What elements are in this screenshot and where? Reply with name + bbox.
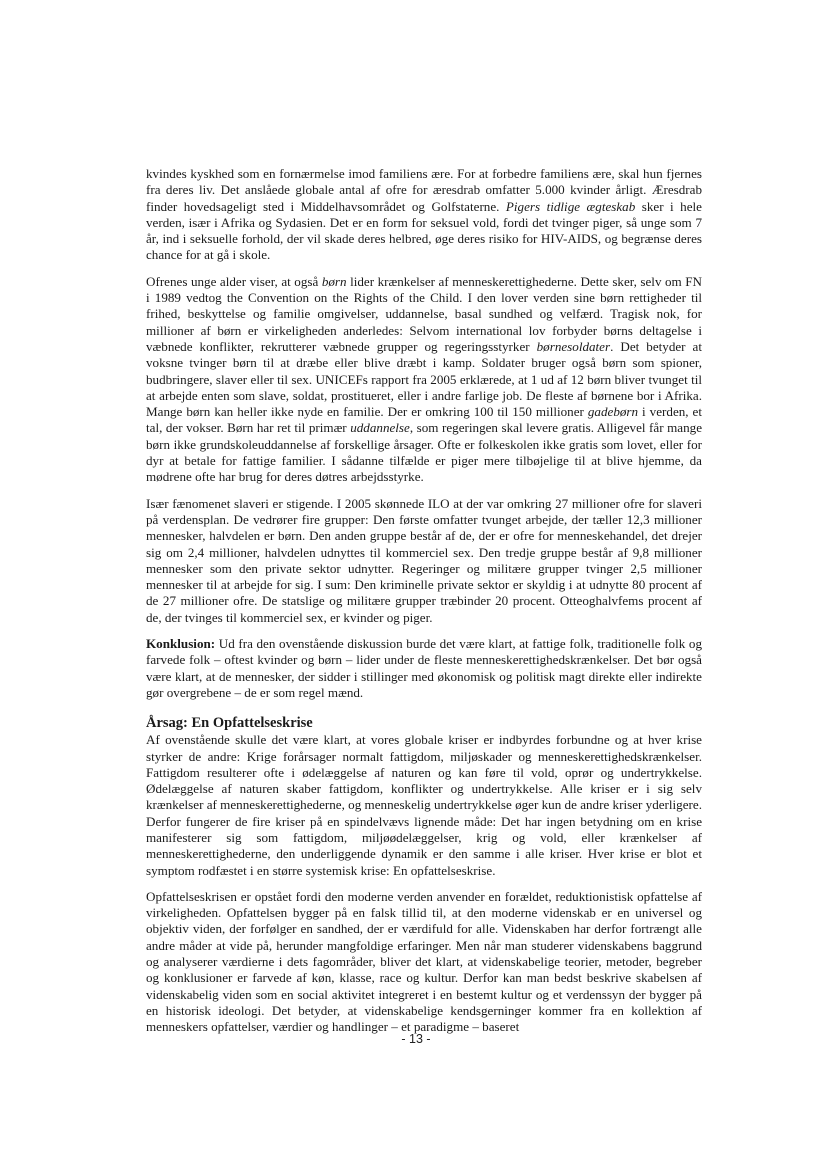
emphasis-term: børn — [321, 273, 347, 289]
conclusion-text: Ud fra den ovenstående diskussion burde det være klart, at fattige folk, traditionelle folk og farvede folk – oftest kvinder og børn – lider under de fleste menneskerettighedskrænkelser. Det bør også være klart, at de mennesker, der sidder i stillinger med økonomisk og politisk magt direkte eller indirekte gør overgrebene – de er som regel mænd. — [146, 636, 702, 700]
conclusion-label: Konklusion: — [146, 636, 216, 652]
text-run: , som regeringen skal levere gratis. Alligevel får mange børn ikke grundskoleuddannelse af forskellige årsager. Ofte er folkeskolen ikke gratis som lovet, eller for dyr at betale for fattige familier. I sådanne tilfælde er piger mere tilbøjelige til at blive hjemme, da mødrene ofte har brug for deres døtres arbejdsstyrke. — [146, 420, 702, 485]
paragraph-conclusion — [146, 636, 702, 701]
emphasis-term: gadebørn — [587, 404, 639, 420]
text-run: i verden, et tal, der vokser. Børn har ret til primær — [146, 404, 703, 436]
text-run: Især fænomenet slaveri er stigende. I 2005 skønnede ILO at der var omkring 27 millioner ofre for slaveri på verdensplan. De vedrører fire grupper: Den første omfatter tvunget arbejde, der tæller 12,3 millioner mennesker, halvdelen er børn. Den anden gruppe består af de, der er ofre for menneskehandel, det drejer sig om 2,4 millioner, halvdelen udnyttes til kommerciel sex. Den tredje gruppe består af 9,8 millioner mennesker som den private sektor udnytter. Regeringer og militære grupper tvinger 2,5 millioner mennesker til at arbejde for sig. I sum: Den kriminelle private sektor er skyldig i at udnytte 80 procent af de 27 millioner ofre. De statslige og militære grupper træbinder 20 procent. Otteoghalvfems procent af de, der tvinges til kommerciel sex, er kvinder og piger. — [146, 495, 702, 625]
emphasis-term: børnesoldater — [536, 338, 611, 354]
page-number: - 13 - — [401, 1032, 431, 1046]
text-run: Ofrenes unge alder viser, at også — [146, 273, 322, 289]
text-run: . Det betyder at voksne tvinger børn til at dræbe eller blive dræbt i kamp. Soldater bruger også børn som spioner, budbringere, slaver eller til sex. UNICEFs rapport fra 2005 erklærede, at 1 ud af 12 børn bliver tvunget til at arbejde enten som slave, soldat, prostitueret, eller i andre farlige job. De fleste af børnene bor i Afrika. Mange børn kan heller ikke nyde en familie. Der er omkring 100 til 150 millioner — [146, 338, 702, 420]
page-body — [146, 166, 702, 1046]
section-heading: Årsag: En Opfattelseskrise — [146, 715, 313, 732]
text-run: lider krænkelser af menneskerettighederne. Dette sker, selv om FN i 1989 vedtog the Convention on the Rights of the Child. I den lover verden sine børn rettigheder til frihed, beskyttelse og familie omgivelser, uddannelse, basal sundhed og velfærd. Tragisk nok, for millioner af børn er virkeligheden anderledes: Selvom international lov forbyder børns deltagelse i væbnede konflikter, rekrutterer væbnede grupper og regeringsstyrker — [146, 273, 702, 354]
paragraph-slavery — [146, 496, 702, 626]
paragraph-crises-interconnected: Af ovenstående skulle det være klart, at vores globale kriser er indbyrdes forbundne og at hver krise styrker de andre: Krige forårsager normalt fattigdom, miljøskader og menneskerettighedskrænkelser. Fattigdom resulterer ofte i ødelæggelse af naturen og kan føre til vold, oprør og undertrykkelse. Ødelæggelse af naturen skaber fattigdom, konflikter og undertrykkelse. Alle kriser er i sig selv krænkelser af menneskerettighederne, og menneskelig undertrykkelse øger kun de andre kriser yderligere. Derfor fungerer de fire kriser på en spindelvævs lignende måde: Det har ingen betydning om en krise manifesterer sig som fattigdom, miljøødelæggelser, krig og vold, eller krænkelser af menneskerettighederne, den underliggende dynamik er den samme i alle kriser. Hver krise er blot et symptom rodfæstet i en større systemisk krise: En opfattelseskrise. — [146, 732, 702, 878]
emphasis-term: Pigers tidlige ægteskab — [505, 198, 636, 214]
text-run: sker i hele verden, især i Afrika og Sydasien. Det er en form for seksuel vold, fordi det tvinger piger, så unge som 7 år, ind i seksuelle forhold, der vil skade deres helbred, øge deres risiko for HIV-AIDS, og begrænse deres chance for at gå i skole. — [146, 198, 702, 263]
text-run: kvindes kyskhed som en fornærmelse imod familiens ære. For at forbedre familiens ære, skal hun fjernes fra deres liv. Det anslåede globale antal af ofre for æresdrab omfatter 5.000 kvinder årligt. Æresdrab finder hovedsageligt sted i Middelhavsområdet og Golfstaterne. — [146, 166, 702, 214]
paragraph-honor-killings — [146, 166, 702, 264]
paragraph-children-rights — [146, 274, 702, 486]
paragraph-perception-crisis: Opfattelseskrisen er opstået fordi den moderne verden anvender en forældet, reduktionistisk opfattelse af virkeligheden. Opfattelsen bygger på en falsk tillid til, at den moderne videnskab er en universel og objektiv viden, der forfølger en sandhed, der er værdifuld for alle. Videnskaben har derfor fortrængt alle andre måder at vide på, herunder mangfoldige erfaringer. Men når man studerer videnskabens baggrund og analyserer værdierne i dets fagområder, bliver det klart, at videnskabelige teorier, metoder, begreber og konklusioner er farvede af køn, klasse, race og kultur. Derfor kan man bedst beskrive skabelsen af videnskabelig viden som en social aktivitet integreret i en bestemt kultur og et verdenssyn der bygger på en historisk ideologi. Det betyder, at videnskabelige kendsgerninger kommer fra en kollektion af menneskers opfattelser, værdier og handlinger – et paradigme – baseret — [146, 888, 702, 1035]
emphasis-term: uddannelse — [350, 420, 410, 436]
